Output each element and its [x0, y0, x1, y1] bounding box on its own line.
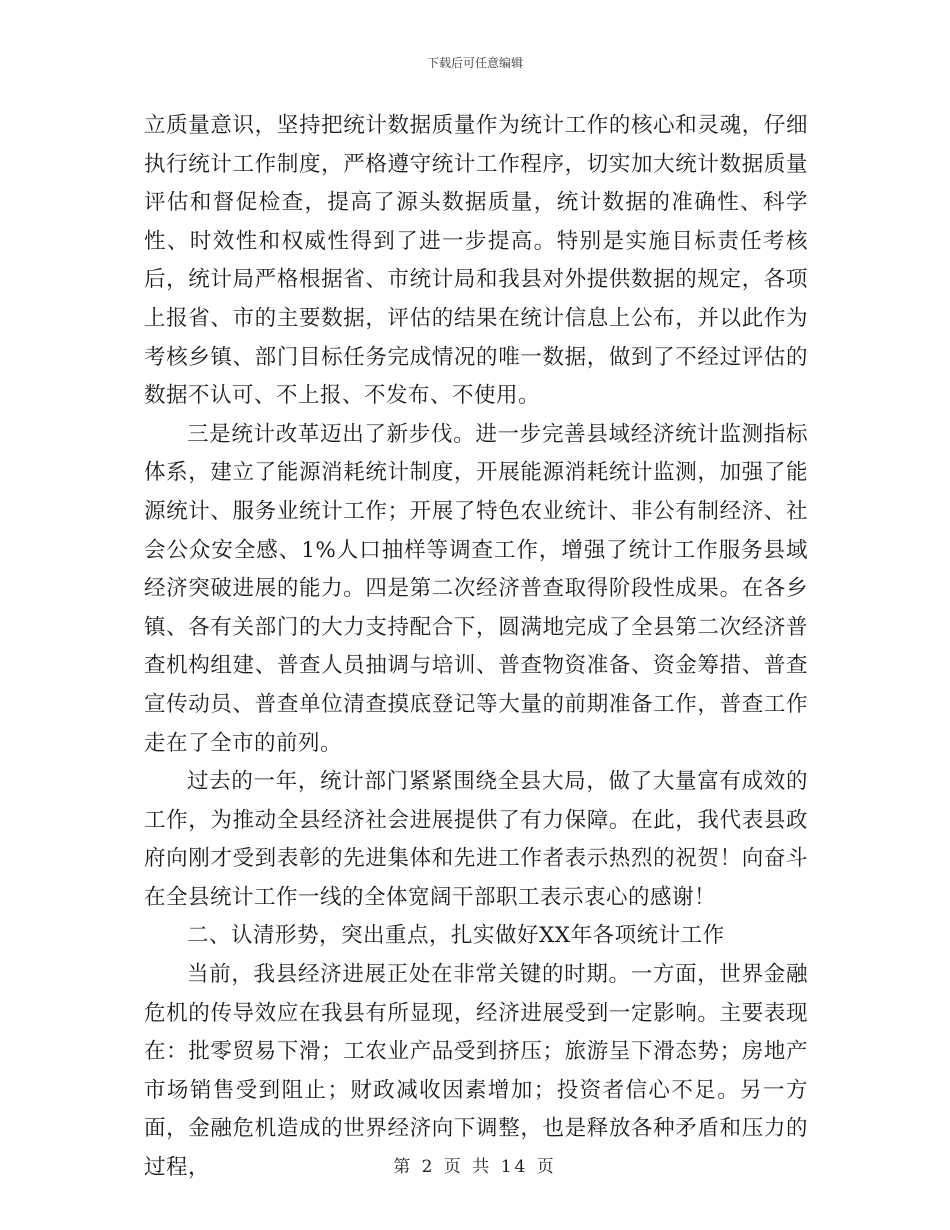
paragraph-summary: 过去的一年，统计部门紧紧围绕全县大局，做了大量富有成效的工作，为推动全县经济社会进展提供了有力保障。在此，我代表县政府向刚才受到表彰的先进集体和先进工作者表示热烈的祝贺！向奋斗在全县统计工作一线的全体宽阔干部职工表示衷心的感谢！: [144, 769, 808, 910]
paragraph-situation: 当前，我县经济进展正处在非常关键的时期。一方面，世界金融危机的传导效应在我县有所显现，经济进展受到一定影响。主要表现在：批零贸易下滑；工农业产品受到挤压；旅游呈下滑态势；房地产市场销售受到阻止；财政减收因素增加；投资者信心不足。另一方面，金融危机造成的世界经济向下调整，也是释放各种矛盾和压力的过程，: [144, 962, 808, 1181]
section-heading: 二、认清形势，突出重点，扎实做好XX年各项统计工作: [187, 923, 725, 949]
paragraph-reform: 三是统计改革迈出了新步伐。进一步完善县域经济统计监测指标体系，建立了能源消耗统计制度，开展能源消耗统计监测，加强了能源统计、服务业统计工作；开展了特色农业统计、非公有制经济、社会公众安全感、1%人口抽样等调查工作，增强了统计工作服务县域经济突破进展的能力。四是第二次经济普查取得阶段性成果。在各乡镇、各有关部门的大力支持配合下，圆满地完成了全县第二次经济普查机构组建、普查人员抽调与培训、普查物资准备、资金筹措、普查宣传动员、普查单位清查摸底登记等大量的前期准备工作，普查工作走在了全市的前列。: [144, 421, 808, 756]
page-number: 第 2 页 共 14 页: [393, 1157, 557, 1177]
paragraph-continuation: 立质量意识，坚持把统计数据质量作为统计工作的核心和灵魂，仔细执行统计工作制度，严格遵守统计工作程序，切实加大统计数据质量评估和督促检查，提高了源头数据质量，统计数据的准确性、科学性、时效性和权威性得到了进一步提高。特别是实施目标责任考核后，统计局严格根据省、市统计局和我县对外提供数据的规定，各项上报省、市的主要数据，评估的结果在统计信息上公布，并以此作为考核乡镇、部门目标任务完成情况的唯一数据，做到了不经过评估的数据不认可、不上报、不发布、不使用。: [144, 113, 808, 409]
body-text: [144, 107, 808, 1188]
header-note: 下载后可任意编辑: [426, 56, 523, 70]
